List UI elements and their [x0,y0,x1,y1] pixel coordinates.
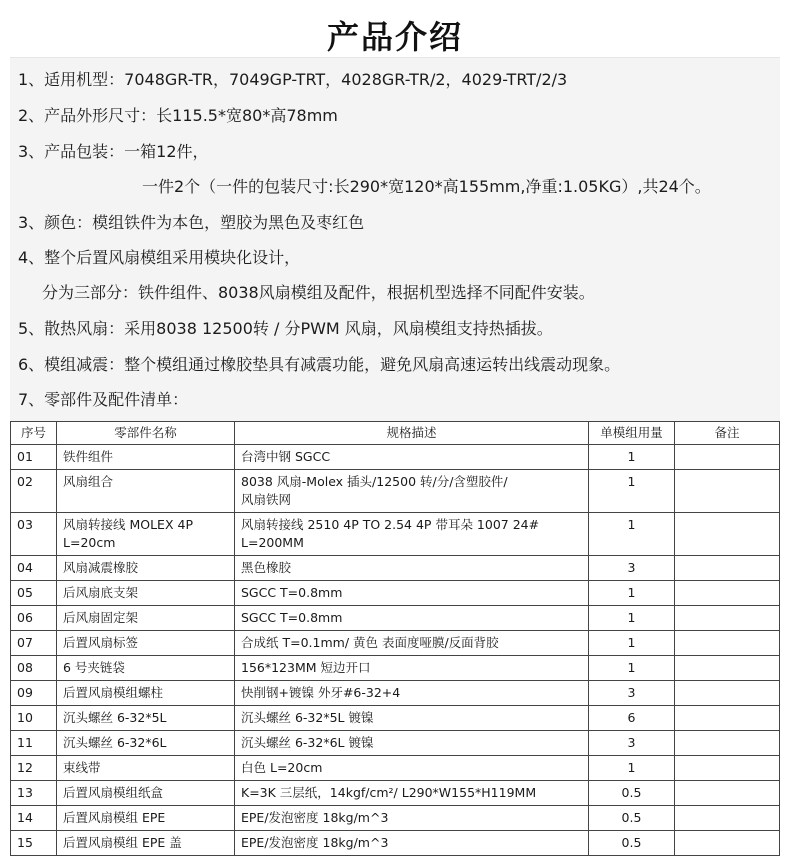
intro-line-packaging: 3、产品包装：一箱12件， [18,142,209,161]
row-name-cell: 沉头螺丝 6-32*5L [57,706,235,731]
intro-line-dimensions: 2、产品外形尺寸：长115.5*宽80*高78mm [18,106,338,125]
table-row [11,470,780,513]
row-note-cell [675,781,780,806]
table-row [11,731,780,756]
intro-line-modular: 4、整个后置风扇模组采用模块化设计， [18,248,301,267]
row-spec-cell: SGCC T=0.8mm [235,606,589,631]
row-qty-cell: 1 [589,470,675,513]
table-row [11,513,780,556]
row-name-cell: 后置风扇模组纸盒 [57,781,235,806]
row-qty-cell: 1 [589,581,675,606]
row-spec-cell: SGCC T=0.8mm [235,581,589,606]
row-qty-cell: 3 [589,731,675,756]
row-spec-cell: 沉头螺丝 6-32*5L 镀镍 [235,706,589,731]
row-spec-cell: 156*123MM 短边开口 [235,656,589,681]
row-no-cell: 03 [11,513,57,556]
table-row [11,556,780,581]
intro-line-modular-detail: 分为三部分：铁件组件、8038风扇模组及配件，根据机型选择不同配件安装。 [42,283,595,302]
table-row [11,806,780,831]
row-no-cell: 09 [11,681,57,706]
row-no-cell: 01 [11,445,57,470]
row-no-cell: 06 [11,606,57,631]
table-row [11,681,780,706]
row-name-cell: 后风扇底支架 [57,581,235,606]
row-qty-cell: 1 [589,445,675,470]
row-spec-cell: 风扇转接线 2510 4P TO 2.54 4P 带耳朵 1007 24# L=200MM [235,513,589,556]
header-qty: 单模组用量 [589,422,675,445]
row-note-cell [675,606,780,631]
table-row [11,756,780,781]
row-spec-cell: 白色 L=20cm [235,756,589,781]
intro-section [10,57,780,856]
row-note-cell [675,556,780,581]
row-no-cell: 10 [11,706,57,731]
row-name-cell: 风扇减震橡胶 [57,556,235,581]
row-note-cell [675,706,780,731]
row-qty-cell: 6 [589,706,675,731]
parts-table-body [11,445,780,856]
table-row [11,656,780,681]
intro-line-damping: 6、模组减震：整个模组通过橡胶垫具有减震功能，避免风扇高速运转出线震动现象。 [18,355,621,374]
row-qty-cell: 3 [589,556,675,581]
row-spec-cell: 沉头螺丝 6-32*6L 镀镍 [235,731,589,756]
row-note-cell [675,681,780,706]
row-note-cell [675,470,780,513]
row-spec-cell: 快削钢+镀镍 外牙#6-32+4 [235,681,589,706]
row-qty-cell: 1 [589,513,675,556]
row-no-cell: 02 [11,470,57,513]
row-spec-cell: 8038 风扇-Molex 插头/12500 转/分/含塑胶件/ 风扇铁网 [235,470,589,513]
row-name-cell: 6 号夹链袋 [57,656,235,681]
header-note: 备注 [675,422,780,445]
row-note-cell [675,731,780,756]
row-no-cell: 12 [11,756,57,781]
row-note-cell [675,656,780,681]
row-note-cell [675,445,780,470]
table-row [11,706,780,731]
row-spec-cell: EPE/发泡密度 18kg/m^3 [235,806,589,831]
row-no-cell: 14 [11,806,57,831]
row-name-cell: 风扇组合 [57,470,235,513]
table-row [11,606,780,631]
row-name-cell: 风扇转接线 MOLEX 4P L=20cm [57,513,235,556]
row-qty-cell: 1 [589,606,675,631]
table-row [11,831,780,856]
table-row [11,781,780,806]
intro-line-parts-list: 7、零部件及配件清单： [18,390,189,409]
row-no-cell: 08 [11,656,57,681]
row-note-cell [675,806,780,831]
table-row [11,445,780,470]
intro-line-models: 1、适用机型：7048GR-TR，7049GP-TRT，4028GR-TR/2，4029-TRT/2/3 [18,70,568,89]
row-qty-cell: 0.5 [589,781,675,806]
row-name-cell: 铁件组件 [57,445,235,470]
page-title: 产品介绍 [326,18,463,56]
row-no-cell: 13 [11,781,57,806]
row-no-cell: 07 [11,631,57,656]
row-qty-cell: 0.5 [589,806,675,831]
row-name-cell: 后置风扇模组 EPE 盖 [57,831,235,856]
header-name: 零部件名称 [57,422,235,445]
row-qty-cell: 3 [589,681,675,706]
row-spec-cell: 黑色橡胶 [235,556,589,581]
row-note-cell [675,581,780,606]
intro-line-packaging-detail: 一件2个（一件的包装尺寸:长290*宽120*高155mm,净重:1.05KG）,共24个。 [142,177,711,196]
row-note-cell [675,756,780,781]
row-name-cell: 沉头螺丝 6-32*6L [57,731,235,756]
header-spec: 规格描述 [235,422,589,445]
parts-table [10,421,780,856]
row-name-cell: 后置风扇标签 [57,631,235,656]
table-row [11,581,780,606]
row-no-cell: 11 [11,731,57,756]
row-no-cell: 04 [11,556,57,581]
row-note-cell [675,513,780,556]
row-name-cell: 后置风扇模组 EPE [57,806,235,831]
row-qty-cell: 1 [589,631,675,656]
row-name-cell: 束线带 [57,756,235,781]
row-name-cell: 后风扇固定架 [57,606,235,631]
row-no-cell: 15 [11,831,57,856]
row-name-cell: 后置风扇模组螺柱 [57,681,235,706]
row-spec-cell: K=3K 三层纸，14kgf/cm²/ L290*W155*H119MM [235,781,589,806]
row-spec-cell: EPE/发泡密度 18kg/m^3 [235,831,589,856]
intro-line-color: 3、颜色：模组铁件为本色，塑胶为黑色及枣红色 [18,213,365,232]
row-spec-cell: 台湾中钢 SGCC [235,445,589,470]
table-header-row [11,422,780,445]
row-qty-cell: 1 [589,756,675,781]
row-qty-cell: 0.5 [589,831,675,856]
row-note-cell [675,631,780,656]
intro-line-fan: 5、散热风扇：采用8038 12500转 / 分PWM 风扇，风扇模组支持热插拔。 [18,319,553,338]
row-qty-cell: 1 [589,656,675,681]
row-no-cell: 05 [11,581,57,606]
header-no: 序号 [11,422,57,445]
row-note-cell [675,831,780,856]
row-spec-cell: 合成纸 T=0.1mm/ 黄色 表面度哑膜/反面背胶 [235,631,589,656]
table-row [11,631,780,656]
